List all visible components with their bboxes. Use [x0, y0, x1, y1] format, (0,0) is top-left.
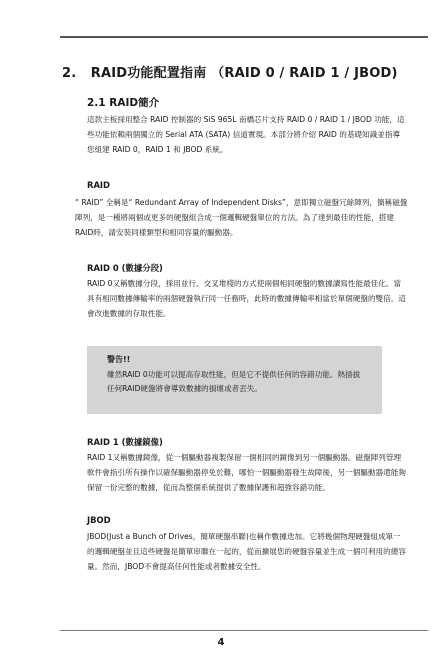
raid-heading: RAID	[87, 180, 110, 190]
page-number: 4	[217, 637, 225, 648]
jbod-heading: JBOD	[87, 515, 111, 525]
jbod-paragraph: JBOD(Just a Bunch of Drives，簡單硬盤串聯)也稱作數據迭加。它將幾個物理硬盤組成單一的邏輯硬盤並且這些硬盤是簡單串聯在一起的，從而擴展您的硬盤容量並生成一個可利用的總容量。然而，JBOD不會提高任何性能或者數據安全性。	[87, 532, 406, 571]
top-rule	[60, 36, 428, 38]
warning-title: 警告!!	[107, 355, 131, 364]
section-heading	[62, 62, 432, 81]
raid-paragraph: “ RAID” 全稱是“ Redundant Array of Independent Disks”，意即獨立磁盤冗餘陣列，簡稱磁盤陣列，是一種將兩個或更多的硬盤組合成一個邏輯硬盤單位的方法。為了達到最佳的性能，搭建 RAID時，請安裝同樣類型和相同容量的驅動器。	[75, 198, 408, 237]
raid0-paragraph: RAID 0又稱數據分段，採用並行、交叉堆棧的方式使兩個相同硬盤的數據讀寫性能最佳化。當具有相同數據傳輸率的兩個硬盤執行同一任務時，此時的數據傳輸率相當於單個硬盤的雙倍，這會改進數據的存取性能。	[87, 279, 406, 318]
subsection-title: 2.1 RAID簡介	[87, 97, 160, 109]
raid1-paragraph: RAID 1又稱數據鏡像，從一個驅動器複製保留一個相同的鏡像到另一個驅動器。磁盤陣列管理軟件會指引所有操作以確保驅動器停免於難，哪怕一個驅動器發生故障後，另一個驅動器還能夠保留一份完整的數據，從而為整個系統提供了數據保護和超強容錯功能。	[87, 453, 406, 492]
intro-paragraph: 這款主板採用整合 RAID 控制器的 SiS 965L 南橋芯片支持 RAID 0 / RAID 1 / JBOD 功能，這些功能依賴兩個獨立的 Serial ATA (SATA) 信道實現。本部分將介紹 RAID 的基礎知識並指導您組建 RAID 0，RAID 1 和 JBOD 系統。	[87, 115, 405, 154]
warning-box	[87, 346, 382, 414]
section-title: RAID功能配置指南 （RAID 0 / RAID 1 / JBOD)	[90, 66, 398, 81]
bottom-rule	[60, 630, 428, 631]
raid1-heading: RAID 1 (數據鏡像)	[87, 437, 163, 447]
warning-text: 雖然RAID 0功能可以提高存取性能，但是它不提供任何的容錯功能。熱插拔任何RAID硬盤將會導致數據的損壞或者丟失。	[107, 370, 361, 393]
raid0-heading: RAID 0 (數據分段)	[87, 263, 163, 273]
section-number: 2.	[62, 66, 77, 81]
